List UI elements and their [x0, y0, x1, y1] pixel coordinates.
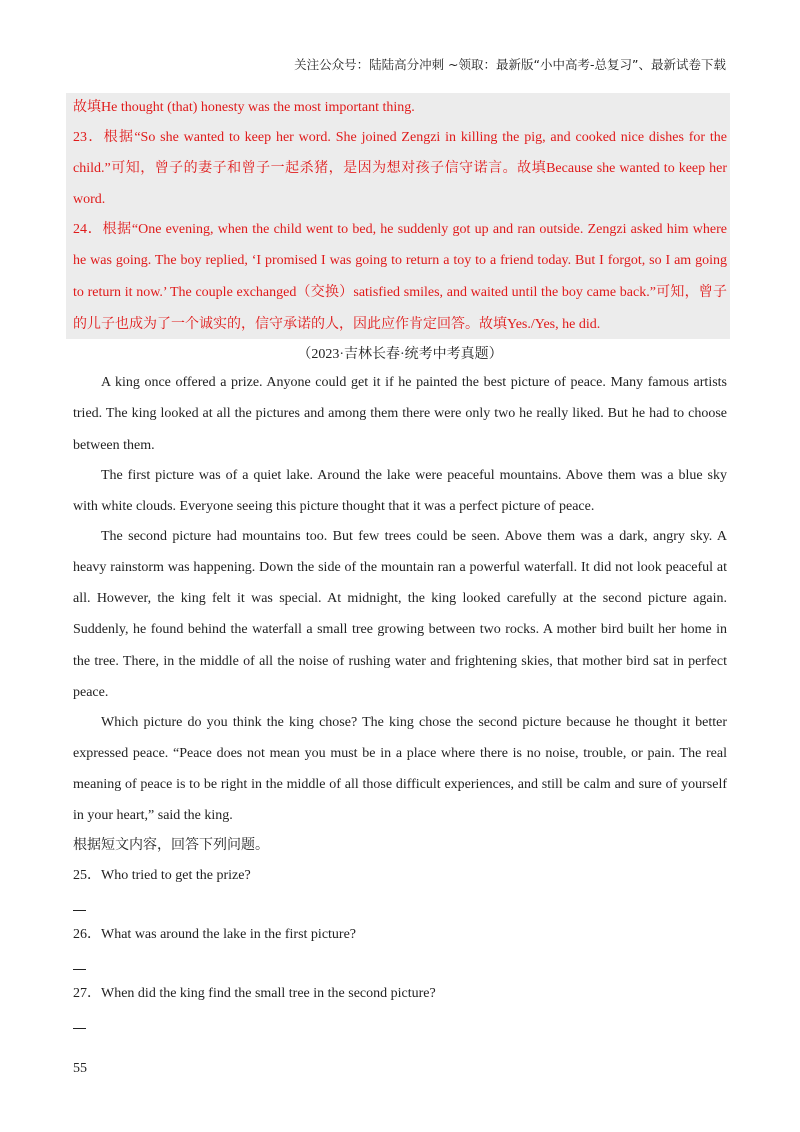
passage-line: between them. [73, 438, 155, 453]
passage-line: all. However, the king felt it was special. At midnight, the king looked carefully at the second picture again. [73, 591, 727, 606]
answer-line: 24．根据“One evening, when the child went to bed, he suddenly got up and ran outside. Zengzi asked him where [73, 222, 727, 237]
passage-line: heavy rainstorm was happening. Down the side of the mountain ran a powerful waterfall. It did not look peaceful at [73, 560, 727, 575]
passage-line: The first picture was of a quiet lake. Around the lake were peaceful mountains. Above them was a blue sky [101, 468, 727, 483]
answer-line: to return it now.’ The couple exchanged（交换）satisfied smiles, and waited until the boy came back.”可知，曾子 [73, 285, 727, 300]
page-header: 关注公众号：陆陆高分冲刺 ~领取：最新版“小中高考-总复习”、最新试卷下载 [294, 57, 726, 72]
answer-line: 23．根据“So she wanted to keep her word. She joined Zengzi in killing the pig, and cooked nice dishes for the [73, 130, 727, 145]
passage-source: （2023·吉林长春·统考中考真题） [297, 347, 503, 362]
passage-line: Suddenly, he found behind the waterfall a small tree growing between two rocks. A mother bird built her home in [73, 622, 727, 637]
question-26: 26．What was around the lake in the first picture? [73, 927, 357, 942]
answer-line: child.”可知，曾子的妻子和曾子一起杀猪，是因为想对孩子信守诺言。故填Because she wanted to keep her [73, 161, 727, 176]
answer-blank-27[interactable] [73, 1028, 86, 1029]
passage-line: tried. The king looked at all the pictures and among them there were only two he really liked. But he had to choose [73, 406, 727, 421]
passage-line: A king once offered a prize. Anyone could get it if he painted the best picture of peace. Many famous artists [101, 375, 727, 390]
passage-line: with white clouds. Everyone seeing this picture thought that it was a perfect picture of peace. [73, 499, 595, 514]
question-27: 27．When did the king find the small tree in the second picture? [73, 986, 436, 1001]
page-number: 55 [73, 1061, 87, 1076]
answer-blank-26[interactable] [73, 969, 86, 970]
answer-blank-25[interactable] [73, 910, 86, 911]
answer-line: 的儿子也成为了一个诚实的，信守承诺的人，因此应作肯定回答。故填Yes./Yes, he did. [73, 317, 601, 332]
question-instruction: 根据短文内容，回答下列问题。 [73, 838, 269, 853]
passage-line: meaning of peace is to be right in the middle of all those difficult experiences, and still be calm and sure of yourself [73, 777, 727, 792]
answer-line: he was going. The boy replied, ‘I promised I was going to return a toy to a friend today. But I forgot, so I am going [73, 253, 727, 268]
answer-line: word. [73, 192, 106, 207]
passage-line: Which picture do you think the king chose? The king chose the second picture because he thought it better [101, 715, 727, 730]
question-25: 25．Who tried to get the prize? [73, 868, 251, 883]
answer-line: 故填He thought (that) honesty was the most important thing. [73, 100, 415, 115]
passage-line: expressed peace. “Peace does not mean you must be in a place where there is no noise, trouble, or pain. The real [73, 746, 727, 761]
passage-line: in your heart,” said the king. [73, 808, 233, 823]
passage-line: peace. [73, 685, 109, 700]
passage-line: The second picture had mountains too. But few trees could be seen. Above them was a dark, angry sky. A [101, 529, 727, 544]
passage-line: the tree. There, in the middle of all the noise of rushing water and frightening skies, that mother bird sat in perfect [73, 654, 727, 669]
